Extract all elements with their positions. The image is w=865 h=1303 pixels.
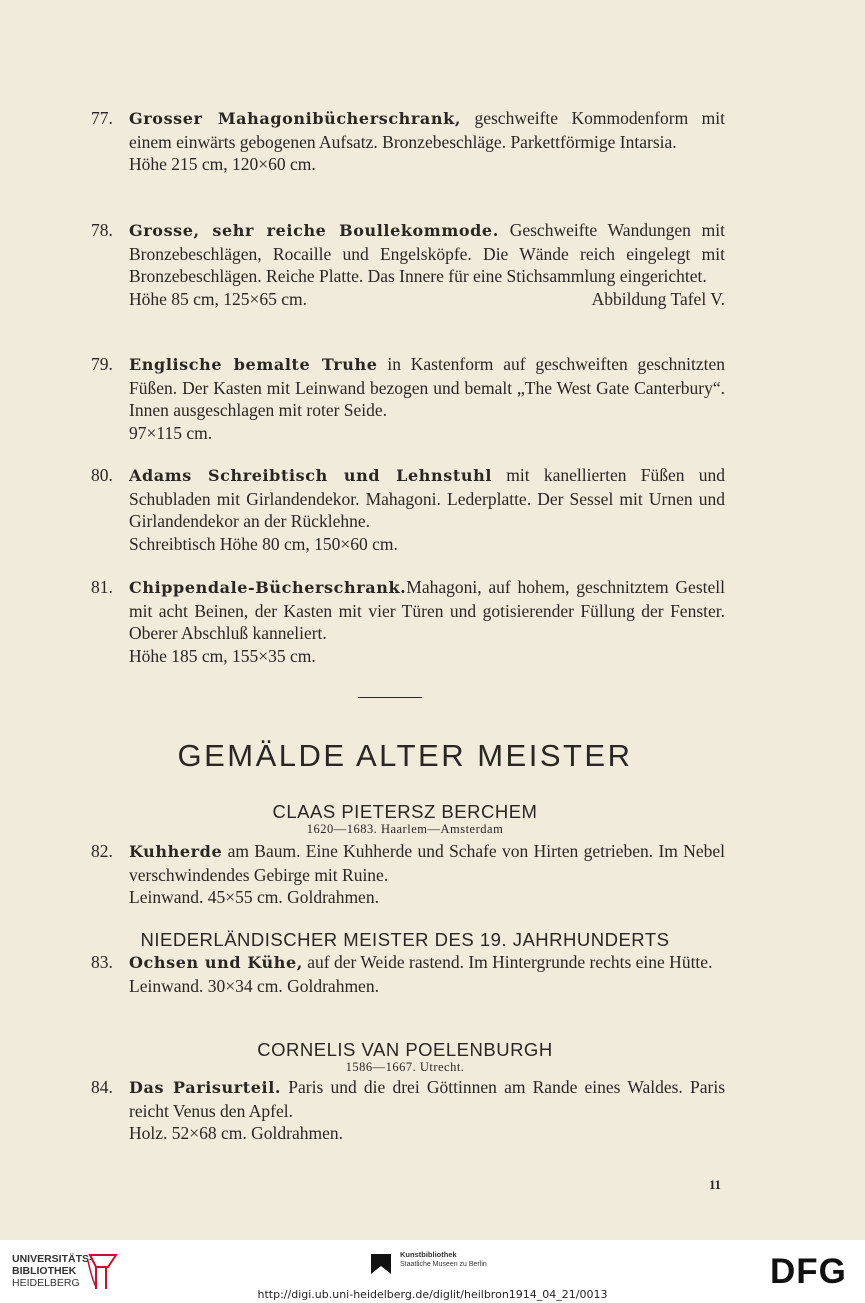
entry-dimensions: 97×115 cm.: [129, 422, 213, 443]
entry-number: 82.: [91, 841, 113, 861]
entry-description: Geschweifte Wandungen mit Bronzebeschlägen, Rocaille und Engelsköpfe. Die Wände reich eingelegt mit Bronzebeschlägen. Reiche Platte. Das Innere für eine Stichsammlung eingerichtet.: [129, 220, 725, 286]
entry-description: geschweifte Kommodenform mit einem einwärts gebogenen Aufsatz. Bronzebeschläge. Parkettförmige Intarsia.: [129, 108, 725, 152]
entry-dimensions: Höhe 215 cm, 120×60 cm.: [129, 154, 316, 174]
entry-title: Ochsen und Kühe,: [129, 953, 303, 972]
permalink-url[interactable]: http://digi.ub.uni-heidelberg.de/diglit/heilbron1914_04_21/0013: [257, 1288, 608, 1301]
entry-dimensions: Leinwand. 30×34 cm. Goldrahmen.: [129, 975, 379, 996]
entry-dimensions: Holz. 52×68 cm. Goldrahmen.: [129, 1123, 343, 1143]
catalog-entry-77: [91, 107, 725, 176]
entry-number: 84.: [91, 1077, 113, 1097]
entry-number: 81.: [91, 577, 113, 597]
artist-name: CLAAS PIETERSZ BERCHEM: [272, 801, 538, 822]
entry-description: auf der Weide rastend. Im Hintergrunde rechts eine Hütte.: [302, 952, 713, 972]
ub-logo-line: UNIVERSITÄTS-: [12, 1253, 93, 1265]
section-title: GEMÄLDE ALTER MEISTER: [177, 738, 633, 773]
entry-title: Kuhherde: [129, 842, 223, 861]
entry-description: mit kanellierten Füßen und Schubladen mit Girlandendekor. Mahagoni. Lederplatte. Der Sessel mit Urnen und Girlandendekor an der Rücklehne.: [129, 465, 725, 531]
artist-dates: 1620—1683. Haarlem—Amsterdam: [306, 822, 504, 836]
catalog-entry-79: [91, 353, 725, 444]
catalog-entry-84: [91, 1076, 725, 1145]
entry-number: 80.: [91, 465, 113, 485]
entry-dimensions: Höhe 85 cm, 125×65 cm.: [129, 288, 308, 309]
catalog-entry-82: [91, 840, 725, 909]
catalog-entry-80: [91, 464, 725, 555]
catalog-entry-81: [91, 576, 725, 667]
kunstbibliothek-logo-icon: [369, 1252, 393, 1276]
entry-title: Grosse, sehr reiche Boullekommode.: [129, 221, 499, 240]
artist-name: NIEDERLÄNDISCHER MEISTER DES 19. JAHRHUNDERTS: [140, 929, 670, 950]
artist-name: CORNELIS VAN POELENBURGH: [257, 1039, 553, 1060]
entry-dimensions: Schreibtisch Höhe 80 cm, 150×60 cm.: [129, 533, 398, 554]
museum-name: Kunstbibliothek: [400, 1250, 457, 1259]
entry-title: Grosser Mahagonibücherschrank,: [129, 109, 461, 128]
dfg-logo[interactable]: [770, 1252, 854, 1288]
entry-number: 78.: [91, 220, 113, 240]
entry-dimensions: Höhe 185 cm, 155×35 cm.: [129, 645, 316, 666]
dfg-logo-text: DFG: [770, 1252, 847, 1288]
entry-illustration-note: Abbildung Tafel V.: [591, 288, 725, 309]
museum-subtitle: Staatliche Museen zu Berlin: [400, 1261, 487, 1268]
page-number: 11: [709, 1178, 721, 1192]
entry-number: 79.: [91, 354, 113, 374]
entry-dimensions: Leinwand. 45×55 cm. Goldrahmen.: [129, 887, 379, 907]
entry-number: 83.: [91, 952, 113, 972]
entry-number: 77.: [91, 108, 113, 128]
section-divider: [358, 697, 422, 698]
catalog-entry-83: [91, 951, 725, 997]
ub-logo-line: BIBLIOTHEK: [12, 1265, 77, 1277]
entry-description: Mahagoni, auf hohem, geschnitztem Gestell mit acht Beinen, der Kasten mit vier Türen und gotisierender Füllung der Fenster. Oberer Abschluß kanneliert.: [129, 577, 725, 643]
ub-emblem-icon: [86, 1249, 122, 1293]
entry-title: Das Parisurteil.: [129, 1078, 282, 1097]
entry-description: Paris und die drei Göttinnen am Rande eines Waldes. Paris reicht Venus den Apfel.: [129, 1077, 726, 1121]
catalog-entry-78: [91, 219, 725, 310]
entry-title: Adams Schreibtisch und Lehnstuhl: [129, 466, 493, 485]
ub-heidelberg-logo[interactable]: [12, 1253, 93, 1289]
ub-logo-line: HEIDELBERG: [12, 1277, 80, 1289]
entry-description: am Baum. Eine Kuhherde und Schafe von Hirten getrieben. Im Nebel verschwindendes Gebirge mit Ruine.: [129, 841, 725, 885]
kunstbibliothek-logo[interactable]: [400, 1250, 487, 1270]
artist-dates: 1586—1667. Utrecht.: [345, 1060, 465, 1074]
entry-title: Englische bemalte Truhe: [129, 355, 378, 374]
entry-description: in Kastenform auf geschweiften geschnitzten Füßen. Der Kasten mit Leinwand bezogen und bemalt „The West Gate Canterbury“. Innen ausgeschlagen mit roter Seide.: [129, 354, 725, 420]
entry-title: Chippendale-Bücherschrank.: [129, 578, 407, 597]
